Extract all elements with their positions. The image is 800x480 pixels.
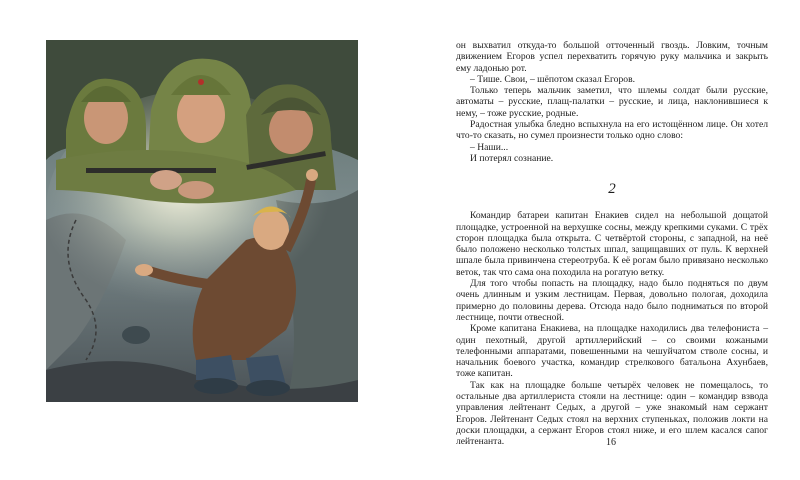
paragraph: И потерял сознание. [470, 152, 554, 164]
illustration [46, 40, 358, 402]
paragraph: Так как на площадке больше четырёх человек не помещалось, то остальные два артиллериста стояли на лестнице: один – командир взвода управления лейтенант Седых, а другой – уже знакомый нам сержант Егоров. Лейтенант Седых стоял на верхних ступеньках, положив локти на доски площадки, а сержант Егоров стоял ниже, и его шлем касался сапог лейтенанта. [456, 379, 768, 448]
page-number: 16 [606, 437, 616, 448]
paragraph: – Наши... [470, 141, 509, 153]
text-column [456, 40, 768, 448]
war-scene-illustration-icon [46, 40, 358, 402]
paragraph: – Тише. Свои, – шёпотом сказал Егоров. [470, 73, 636, 85]
paragraph: Радостная улыбка бледно вспыхнула на его истощённом лице. Он хотел что-то сказать, но сумел произнести только одно слово: [456, 119, 768, 142]
paragraph: он выхватил откуда-то большой отточенный гвоздь. Ловким, точным движением Егоров успел перехватить горячую руку мальчика и закрыть ему ладонью рот. [456, 40, 768, 74]
chapter-number: 2 [608, 181, 616, 198]
paragraph: Кроме капитана Енакиева, на площадке находились два телефониста – один пехотный, другой артиллерийский – со своими кожаными телефонными аппаратами, повешенными на чешуйчатом стволе сосны, и начальник боевого участка, командир стрелкового батальона Ахунбаев, тоже капитан. [456, 323, 768, 380]
paragraph: Только теперь мальчик заметил, что шлемы солдат были русские, автоматы – русские, плащ-палатки – русские, и лица, наклонившиеся к нему, – тоже русские, родные. [456, 85, 768, 119]
paragraph: Для того чтобы попасть на площадку, надо было подняться по двум очень длинным и узким лестницам. Первая, довольно пологая, доходила примерно до половины дерева. Отсюда надо было подниматься по второй лестнице, почти отвесной. [456, 278, 768, 323]
paragraph: Командир батареи капитан Енакиев сидел на небольшой дощатой площадке, устроенной на верхушке сосны, между крепкими суками. С трёх сторон площадка была открыта. С четвёртой стороны, с западной, на неё было положено несколько толстых шпал, защищавших от пуль. К верхней шпале была привинчена стереотруба. К её рогам было привязано несколько веток, так что сама она походила на рогатую ветку. [456, 210, 768, 278]
